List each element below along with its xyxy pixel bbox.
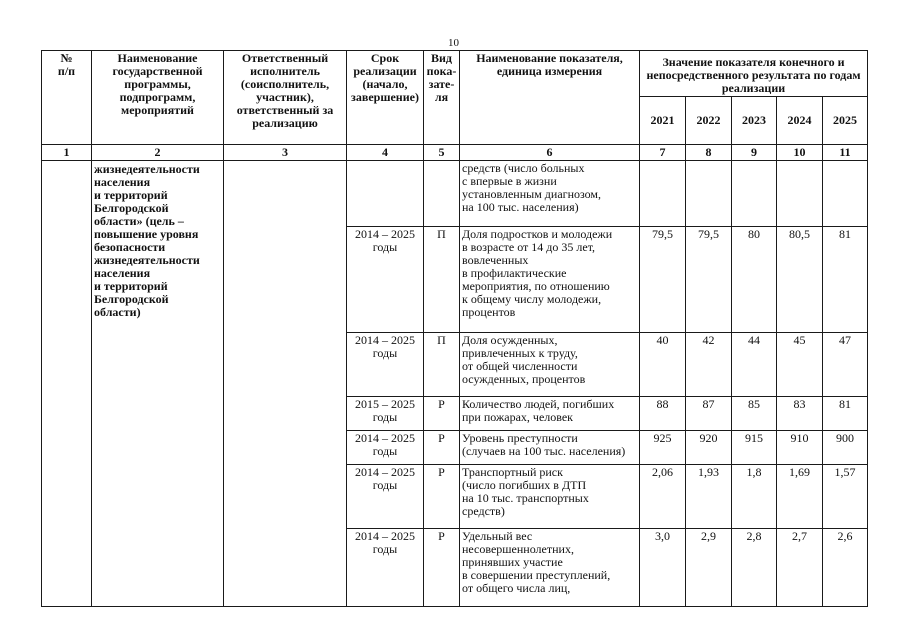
value-cell: 80,5 xyxy=(777,226,823,332)
page-number: 10 xyxy=(448,37,459,49)
type-cell: Р xyxy=(424,528,460,606)
term-cell: 2014 – 2025 годы xyxy=(347,226,424,332)
value-cell xyxy=(777,161,823,226)
header-col-5: Вид пока-зате-ля xyxy=(424,51,460,145)
value-cell: 40 xyxy=(640,332,686,396)
value-cell: 80 xyxy=(732,226,777,332)
type-cell: П xyxy=(424,332,460,396)
column-number: 10 xyxy=(777,145,823,161)
type-cell: Р xyxy=(424,465,460,528)
value-cell: 2,9 xyxy=(686,528,732,606)
value-cell: 1,8 xyxy=(732,465,777,528)
value-cell: 925 xyxy=(640,431,686,465)
indicator-cell: Удельный вес несовершеннолетних, принявших участие в совершении преступлений, от общего числа лиц, xyxy=(460,528,640,606)
column-number: 8 xyxy=(686,145,732,161)
value-cell: 2,6 xyxy=(823,528,868,606)
indicator-cell: Уровень преступности (случаев на 100 тыс. населения) xyxy=(460,431,640,465)
value-cell: 900 xyxy=(823,431,868,465)
year-2024: 2024 xyxy=(777,97,823,145)
value-cell: 88 xyxy=(640,397,686,431)
value-cell: 47 xyxy=(823,332,868,396)
value-cell: 2,8 xyxy=(732,528,777,606)
year-2021: 2021 xyxy=(640,97,686,145)
column-number: 6 xyxy=(460,145,640,161)
header-col-2: Наименование государственной программы, подпрограмм, мероприятий xyxy=(92,51,224,145)
value-cell: 1,93 xyxy=(686,465,732,528)
value-cell: 1,57 xyxy=(823,465,868,528)
value-cell: 45 xyxy=(777,332,823,396)
value-cell: 910 xyxy=(777,431,823,465)
value-cell: 79,5 xyxy=(640,226,686,332)
value-cell: 83 xyxy=(777,397,823,431)
header-col-3: Ответственный исполнитель (соисполнитель, участник), ответственный за реализацию xyxy=(224,51,347,145)
type-cell: Р xyxy=(424,431,460,465)
table-row xyxy=(42,161,868,226)
indicator-cell: Доля осужденных, привлеченных к труду, от общей численности осужденных, процентов xyxy=(460,332,640,396)
column-number: 5 xyxy=(424,145,460,161)
header-col-7-11: Значение показателя конечного и непосредственного результата по годам реализации xyxy=(640,51,868,97)
year-2023: 2023 xyxy=(732,97,777,145)
type-cell: П xyxy=(424,226,460,332)
column-number: 7 xyxy=(640,145,686,161)
header-col-1: № п/п xyxy=(42,51,92,145)
responsible-cell xyxy=(224,161,347,607)
term-cell: 2014 – 2025 годы xyxy=(347,431,424,465)
indicator-cell: Доля подростков и молодежи в возрасте от 14 до 35 лет, вовлеченных в профилактические мероприятия, по отношению к общему числу молодежи, процентов xyxy=(460,226,640,332)
value-cell xyxy=(732,161,777,226)
indicators-table xyxy=(41,50,868,607)
value-cell: 3,0 xyxy=(640,528,686,606)
term-cell xyxy=(347,161,424,226)
value-cell: 81 xyxy=(823,226,868,332)
value-cell xyxy=(640,161,686,226)
year-2025: 2025 xyxy=(823,97,868,145)
value-cell: 79,5 xyxy=(686,226,732,332)
row-number-cell xyxy=(42,161,92,607)
value-cell: 920 xyxy=(686,431,732,465)
column-number: 4 xyxy=(347,145,424,161)
value-cell xyxy=(686,161,732,226)
value-cell: 81 xyxy=(823,397,868,431)
value-cell xyxy=(823,161,868,226)
value-cell: 85 xyxy=(732,397,777,431)
program-name: жизнедеятельности населения и территорий Белгородской области» (цель – повышение уровня безопасности жизнедеятельности населения и территорий Белгородской области) xyxy=(92,161,224,607)
term-cell: 2015 – 2025 годы xyxy=(347,397,424,431)
header-row xyxy=(42,51,868,97)
header-col-6: Наименование показателя, единица измерения xyxy=(460,51,640,145)
column-number: 1 xyxy=(42,145,92,161)
indicator-cell: Количество людей, погибших при пожарах, человек xyxy=(460,397,640,431)
value-cell: 44 xyxy=(732,332,777,396)
term-cell: 2014 – 2025 годы xyxy=(347,465,424,528)
type-cell: Р xyxy=(424,397,460,431)
value-cell: 915 xyxy=(732,431,777,465)
indicator-cell: Транспортный риск (число погибших в ДТП на 10 тыс. транспортных средств) xyxy=(460,465,640,528)
value-cell: 1,69 xyxy=(777,465,823,528)
column-number: 2 xyxy=(92,145,224,161)
term-cell: 2014 – 2025 годы xyxy=(347,332,424,396)
type-cell xyxy=(424,161,460,226)
column-numbers-row xyxy=(42,145,868,161)
header-col-4: Срок реализации (начало, завершение) xyxy=(347,51,424,145)
year-2022: 2022 xyxy=(686,97,732,145)
column-number: 9 xyxy=(732,145,777,161)
value-cell: 2,06 xyxy=(640,465,686,528)
value-cell: 42 xyxy=(686,332,732,396)
term-cell: 2014 – 2025 годы xyxy=(347,528,424,606)
value-cell: 87 xyxy=(686,397,732,431)
value-cell: 2,7 xyxy=(777,528,823,606)
column-number: 3 xyxy=(224,145,347,161)
column-number: 11 xyxy=(823,145,868,161)
indicator-cell: средств (число больных с впервые в жизни установленным диагнозом, на 100 тыс. населения) xyxy=(460,161,640,226)
